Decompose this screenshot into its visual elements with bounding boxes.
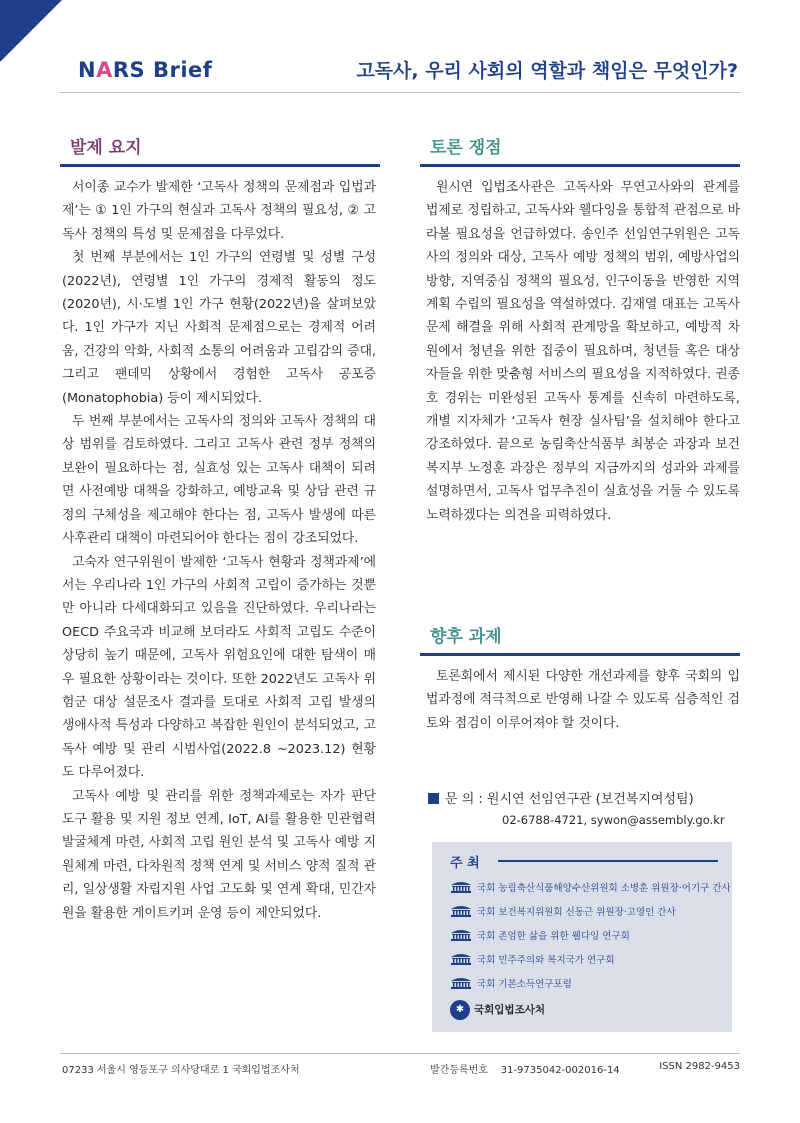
hosts-box <box>432 842 732 1032</box>
nars-brief-logo <box>78 58 212 82</box>
logo-word-brief: Brief <box>145 58 213 82</box>
section-discussion-heading <box>420 133 740 167</box>
assembly-building-icon <box>450 905 472 917</box>
host-item: 국회 존엄한 삶을 위한 웰다잉 연구회 <box>450 928 630 942</box>
square-bullet-icon <box>428 793 439 804</box>
footer-address: 07233 서울시 영등포구 의사당대로 1 국회입법조사처 <box>62 1065 300 1076</box>
summary-paragraph: 두 번째 부분에서는 고독사의 정의와 고독사 정책의 대상 범위를 검토하였다. 그리고 고독사 관련 정부 정책의 보완이 필요하다는 점, 실효성 있는 고독사 대책이 되려면 사전예방 대책을 강화하고, 예방교육 및 상담 관련 규정의 구체성을 제고해야 한다는 점, 고독사 발생에 따른 사후관리 대책이 마련되어야 한다는 점이 강조되었다. <box>62 414 376 547</box>
nars-emblem-icon: ✱ <box>450 1000 470 1020</box>
summary-paragraph: 고숙자 연구위원이 발제한 ‘고독사 현황과 정책과제’에서는 우리나라 1인 가구의 사회적 고립이 증가하는 것뿐만 아니라 다세대화되고 있음을 진단하였다. 우리나라는 OECD 주요국과 비교해 보더라도 사회적 고립도 수준이 상당히 높기 때문에, 고독사 위험요인에 대한 탐색이 매우 필요한 상황이라는 것이다. 또한 2022년도 고독사 위험군 대상 설문조사 결과를 토대로 사회적 고립 발생의 생애사적 특성과 다양하고 복잡한 원인이 분석되었고, 고독사 예방 및 관리 시범사업(2022.8 ~2023.12) 현황도 다루어졌다. <box>62 554 376 781</box>
host-item: 국회 보건복지위원회 신동근 위원장·고영인 간사 <box>450 904 676 918</box>
summary-body <box>62 176 376 925</box>
section-summary-heading <box>60 133 380 167</box>
future-body <box>426 665 740 735</box>
section-future-title: 향후 과제 <box>430 627 502 647</box>
future-paragraph: 토론회에서 제시된 다양한 개선과제를 향후 국회의 입법과정에 적극적으로 반영해 나갈 수 있도록 심층적인 검토와 점검이 이루어져야 할 것이다. <box>426 669 740 731</box>
header-divider <box>60 92 740 93</box>
discussion-paragraph: 원시연 입법조사관은 고독사와 무연고사와의 관계를 법제로 정립하고, 고독사와 웰다잉을 통합적 관점으로 바라볼 필요성을 언급하였다. 송인주 선임연구위원은 고독사의 정의와 대상, 고독사 예방 정책의 범위, 예방사업의 방향, 지역중심 정책의 필요성, 인구이동을 반영한 지역계획 수립의 필요성을 역설하였다. 김재열 대표는 고독사 문제 해결을 위해 사회적 관계망을 확보하고, 예방적 차원에서 청년을 위한 집중이 필요하며, 청년들 혹은 대상자들을 위한 맞춤형 서비스의 필요성을 지적하였다. 권종호 경위는 미완성된 고독사 통계를 신속히 마련하도록, 개별 지자체가 ‘고독사 현장 실사팀’을 설치해야 한다고 강조하였다. 끝으로 농림축산식품부 최봉순 과장과 보건복지부 노정훈 과장은 정부의 지금까지의 성과와 과제를 설명하면서, 고독사 업무추진이 실효성을 거둘 수 있도록 노력하겠다는 의견을 피력하였다. <box>426 180 740 523</box>
nars-logo: ✱ 국회입법조사처 <box>450 1000 545 1020</box>
document-title: 고독사, 우리 사회의 역할과 책임은 무엇인가? <box>356 60 738 82</box>
section-future-heading <box>420 622 740 656</box>
hosts-heading: 주 최 <box>450 856 480 871</box>
logo-letter-n: N <box>78 58 97 82</box>
summary-paragraph: 첫 번째 부분에서는 1인 가구의 연령별 및 성별 구성(2022년), 연령별 1인 가구의 경제적 활동의 정도(2020년), 시·도별 1인 가구 현황(2022년)을 살펴보았다. 1인 가구가 지닌 사회적 문제점으로는 경제적 어려움, 건강의 악화, 사회적 소통의 어려움과 고립감의 증대, 그리고 팬데믹 상황에서 경험한 고독사 공포증(Monatophobia) 등이 제시되었다. <box>62 250 376 406</box>
section-summary-rule <box>60 164 380 167</box>
section-future-rule <box>420 653 740 656</box>
summary-paragraph: 서이종 교수가 발제한 ‘고독사 정책의 문제점과 입법과제’는 ① 1인 가구의 현실과 고독사 정책의 필요성, ② 고독사 정책의 특성 및 문제점을 다루었다. <box>62 180 376 242</box>
hosts-rule <box>498 860 718 862</box>
assembly-building-icon <box>450 953 472 965</box>
contact-person: 문 의 : 원시연 선임연구관 (보건복지여성팀) <box>445 792 694 807</box>
corner-decoration <box>0 0 62 62</box>
contact-phone-email: 02-6788-4721, sywon@assembly.go.kr <box>502 813 725 827</box>
assembly-building-icon <box>450 977 472 989</box>
logo-letter-a: A <box>96 58 113 82</box>
section-discussion-rule <box>420 164 740 167</box>
host-item: 국회 민주주의와 복지국가 연구회 <box>450 952 615 966</box>
assembly-building-icon <box>450 929 472 941</box>
logo-letters-rs: RS <box>112 58 146 82</box>
assembly-building-icon <box>450 881 472 893</box>
host-item: 국회 농림축산식품해양수산위원회 소병훈 위원장·어기구 간사 <box>450 880 731 894</box>
section-summary-title: 발제 요지 <box>70 138 142 158</box>
contact-info <box>428 788 748 827</box>
discussion-body <box>426 176 740 527</box>
footer-registration: 발간등록번호 31-9735042-002016-14 <box>430 1065 620 1076</box>
footer-divider <box>60 1053 740 1054</box>
section-discussion-title: 토론 쟁점 <box>430 138 502 158</box>
summary-paragraph: 고독사 예방 및 관리를 위한 정책과제로는 자가 판단 도구 활용 및 지원 정보 연계, IoT, AI를 활용한 민관협력 발굴체계 마련, 사회적 고립 원인 분석 및 고독사 예방 지원체계 마련, 다차원적 정책 연계 및 서비스 양적 질적 관리, 일상생활 자립지원 사업 고도화 및 연계 확대, 민간자원을 활용한 게이트키퍼 운영 등이 제안되었다. <box>62 788 376 921</box>
footer-issn: ISSN 2982-9453 <box>659 1061 740 1072</box>
host-item: 국회 기본소득연구포럼 <box>450 976 572 990</box>
